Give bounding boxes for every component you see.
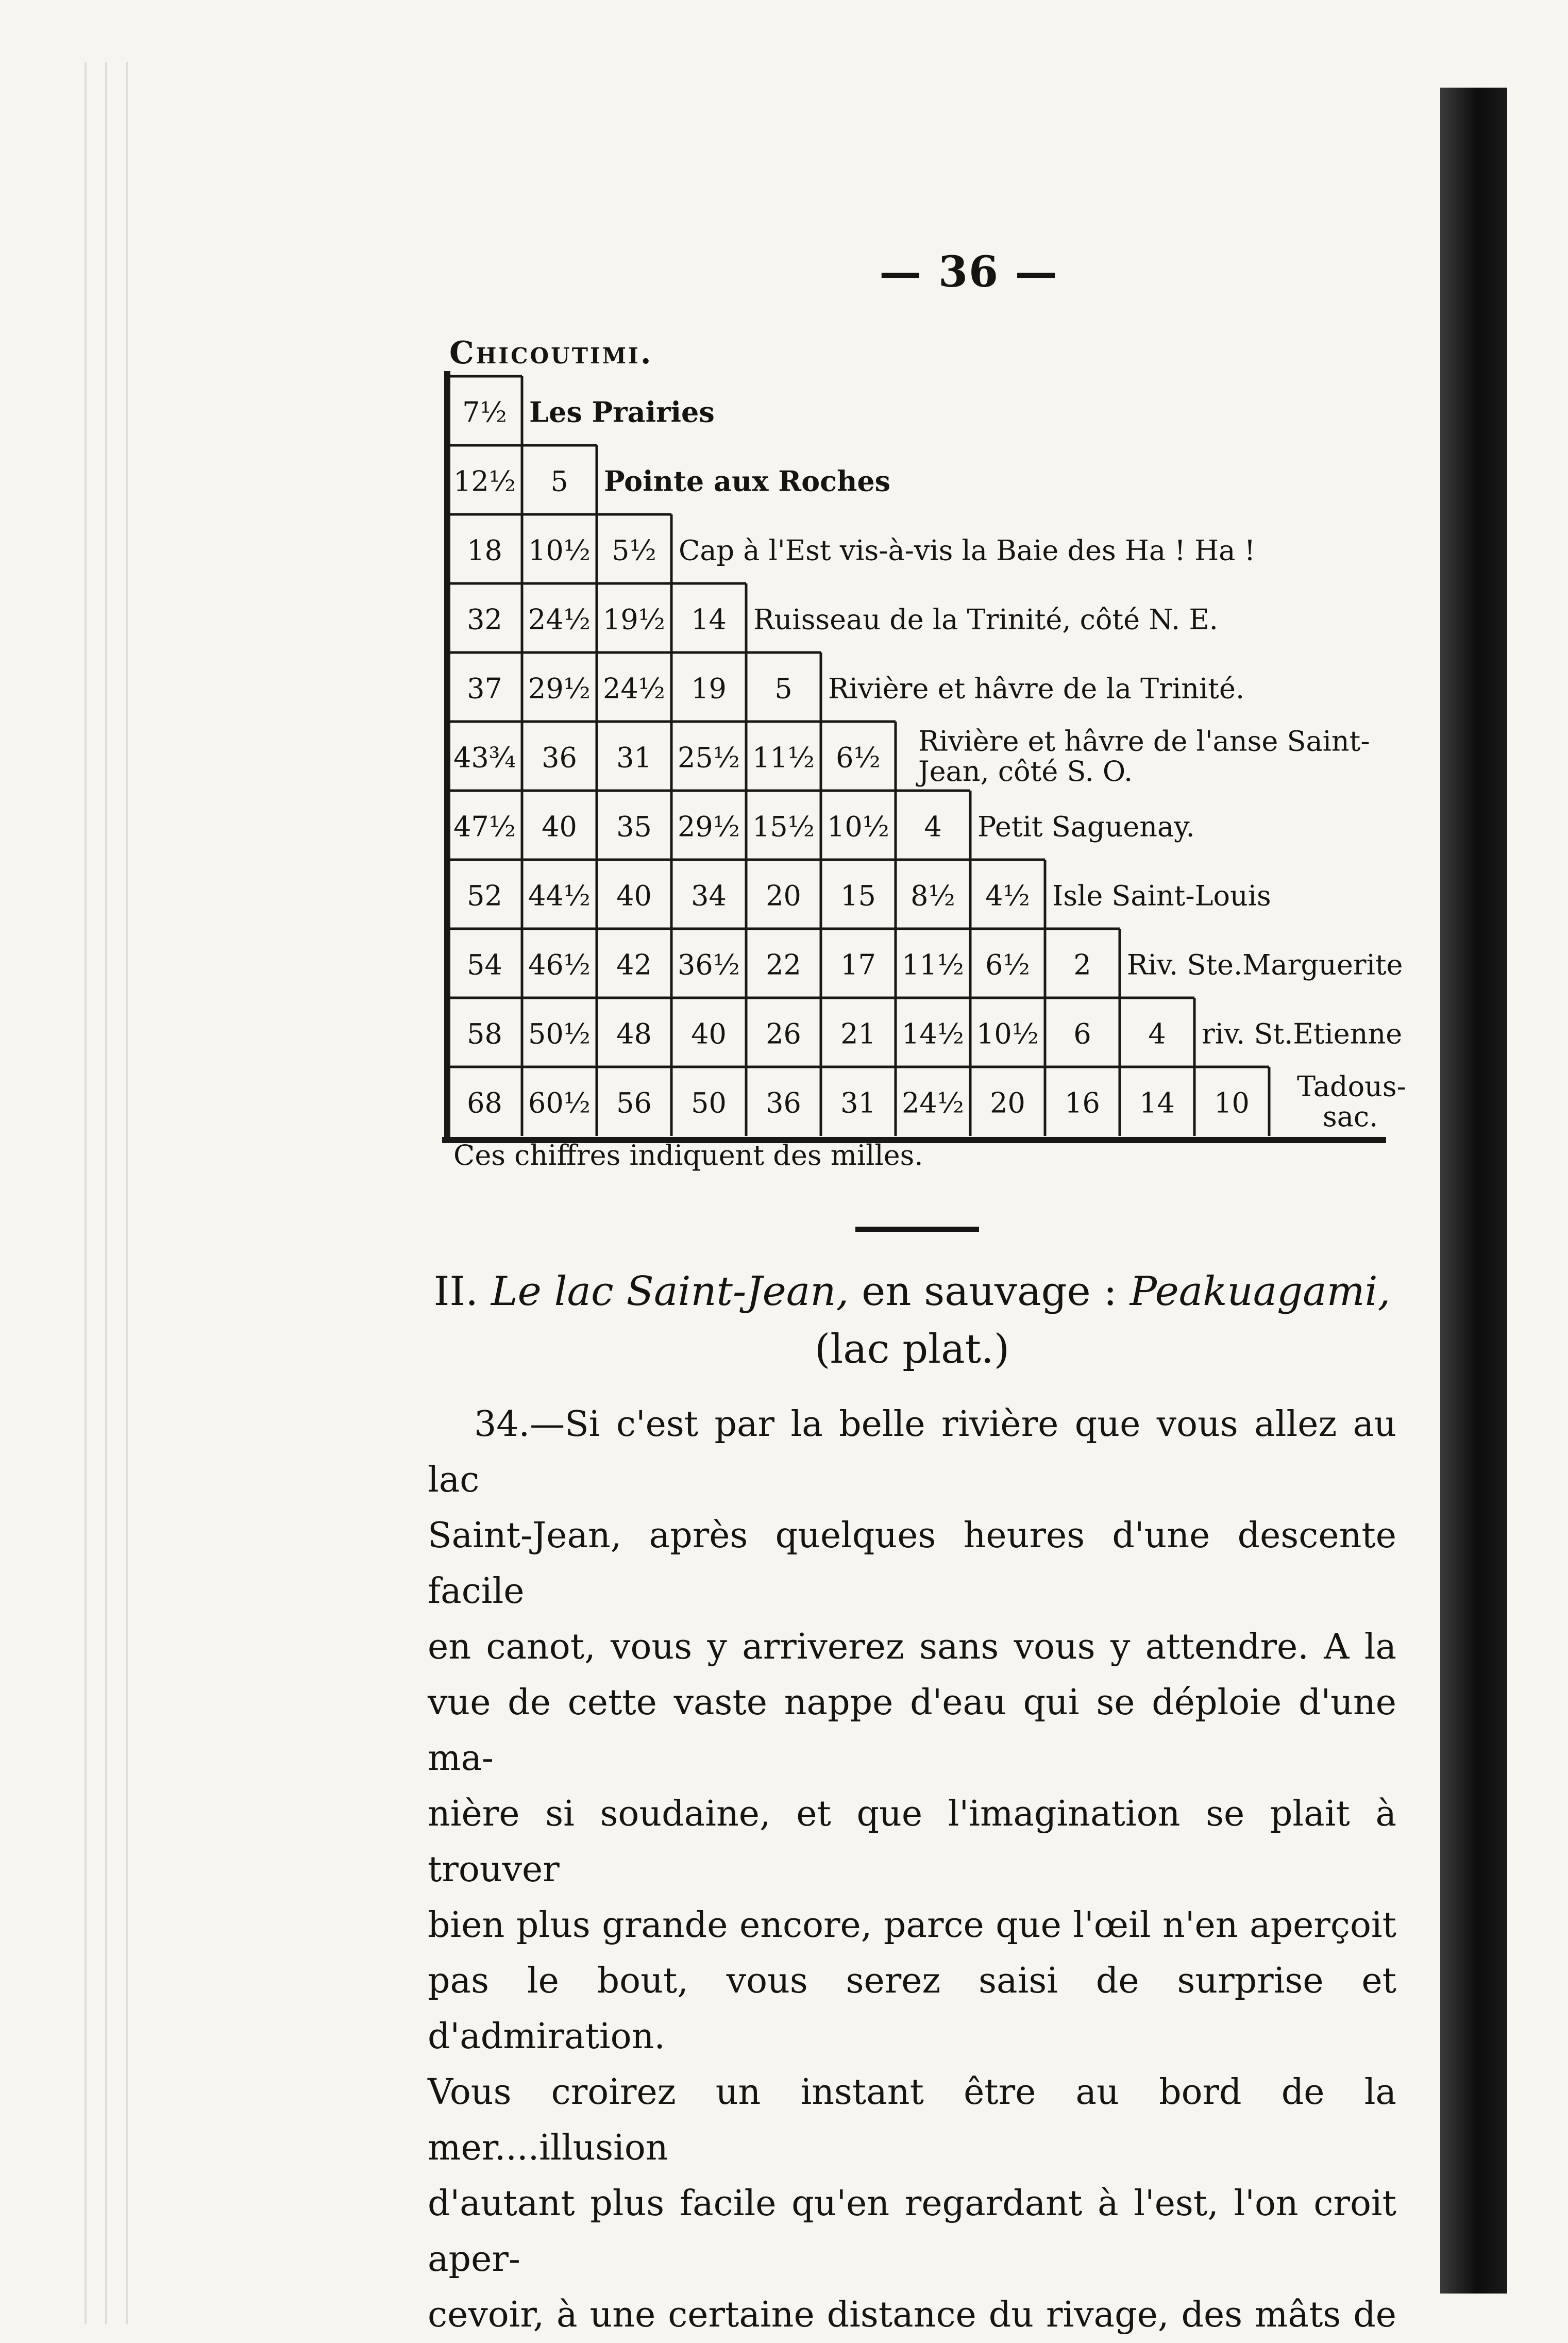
place-label: Ruisseau de la Trinité, côté N. E. xyxy=(753,603,1218,636)
place-label: Isle Saint-Louis xyxy=(1052,879,1271,912)
distance-cell: 50½ xyxy=(528,1017,591,1050)
distance-cell: 52 xyxy=(467,879,502,912)
distance-cell: 22 xyxy=(766,948,801,981)
distance-cell: 10½ xyxy=(976,1017,1039,1050)
distance-cell: 8½ xyxy=(911,879,955,912)
section-heading xyxy=(423,1263,1402,1378)
place-label: sac. xyxy=(1323,1100,1378,1133)
paragraph-line: bien plus grande encore, parce que l'œil n'en aperçoit xyxy=(428,1905,1396,1946)
distance-cell: 35 xyxy=(616,810,652,843)
page-number: — 36 — xyxy=(879,247,1058,297)
paragraph-line: 34.—Si c'est par la belle rivière que vous allez au lac xyxy=(428,1404,1396,1500)
distance-cell: 12½ xyxy=(453,465,516,498)
body-paragraph xyxy=(428,1397,1396,2343)
section-number: II. xyxy=(433,1268,479,1315)
section-title: Le lac Saint-Jean, xyxy=(491,1268,849,1315)
place-label: Petit Saguenay. xyxy=(977,810,1195,843)
distance-cell: 32 xyxy=(467,603,502,636)
distance-cell: 15 xyxy=(840,879,876,912)
distance-cell: 20 xyxy=(766,879,801,912)
distance-cell: 40 xyxy=(616,879,652,912)
distance-cell: 24½ xyxy=(901,1086,965,1119)
distance-cell: 14½ xyxy=(901,1017,965,1050)
place-label: Tadous- xyxy=(1297,1070,1406,1103)
distance-cell: 25½ xyxy=(677,741,740,774)
distance-cell: 6 xyxy=(1073,1017,1091,1050)
distance-table-title: Chicoutimi. xyxy=(449,335,653,371)
distance-cell: 11½ xyxy=(752,741,815,774)
place-label: Les Prairies xyxy=(529,395,715,429)
distance-cell: 10 xyxy=(1214,1086,1250,1119)
place-label: riv. St.Etienne xyxy=(1202,1017,1403,1050)
paragraph-line: nière si soudaine, et que l'imagination se plait à trouver xyxy=(428,1794,1396,1890)
table-caption: Ces chiffres indiquent des milles. xyxy=(453,1139,923,1172)
section-native-name: Peakuagami, xyxy=(1129,1268,1391,1315)
distance-cell: 54 xyxy=(467,948,502,981)
paragraph-line: en canot, vous y arriverez sans vous y attendre. A la xyxy=(428,1627,1396,1667)
distance-cell: 16 xyxy=(1065,1086,1100,1119)
distance-cell: 19 xyxy=(691,672,727,705)
place-label: Rivière et hâvre de l'anse Saint- xyxy=(918,725,1370,758)
distance-cell: 48 xyxy=(616,1017,652,1050)
distance-cell: 31 xyxy=(840,1086,876,1119)
distance-cell: 31 xyxy=(616,741,652,774)
paragraph-line: pas le bout, vous serez saisi de surprise et d'admiration. xyxy=(428,1961,1396,2057)
distance-cell: 14 xyxy=(691,603,727,636)
place-label: Pointe aux Roches xyxy=(604,464,891,498)
distance-cell: 20 xyxy=(990,1086,1025,1119)
distance-cell: 26 xyxy=(766,1017,801,1050)
distance-cell: 42 xyxy=(616,948,652,981)
distance-cell: 40 xyxy=(542,810,577,843)
paragraph-line: Saint-Jean, après quelques heures d'une descente facile xyxy=(428,1515,1396,1612)
distance-cell: 36 xyxy=(542,741,577,774)
distance-cell: 60½ xyxy=(528,1086,591,1119)
distance-cell: 50 xyxy=(691,1086,727,1119)
distance-cell: 10½ xyxy=(827,810,890,843)
paragraph-line: Vous croirez un instant être au bord de la mer....illusion xyxy=(428,2072,1396,2168)
distance-cell: 19½ xyxy=(602,603,666,636)
distance-cell: 17 xyxy=(840,948,876,981)
distance-cell: 29½ xyxy=(528,672,591,705)
distance-cell: 24½ xyxy=(602,672,666,705)
distance-cell: 4½ xyxy=(985,879,1030,912)
place-label: Cap à l'Est vis-à-vis la Baie des Ha ! Ha ! xyxy=(679,534,1256,567)
distance-cell: 34 xyxy=(691,879,727,912)
section-divider xyxy=(855,1227,979,1232)
distance-cell: 36 xyxy=(766,1086,801,1119)
distance-cell: 4 xyxy=(1148,1017,1166,1050)
distance-cell: 43¾ xyxy=(453,741,516,774)
distance-cell: 36½ xyxy=(677,948,740,981)
distance-cell: 37 xyxy=(467,672,502,705)
section-gloss: (lac plat.) xyxy=(814,1326,1010,1373)
distance-cell: 6½ xyxy=(985,948,1030,981)
distance-cell: 5 xyxy=(550,465,568,498)
distance-cell: 4 xyxy=(924,810,942,843)
distance-cell: 46½ xyxy=(528,948,591,981)
distance-cell: 68 xyxy=(467,1086,502,1119)
distance-cell: 15½ xyxy=(752,810,815,843)
paragraph-line: d'autant plus facile qu'en regardant à l'est, l'on croit aper- xyxy=(428,2183,1396,2280)
distance-cell: 14 xyxy=(1139,1086,1175,1119)
distance-cell: 58 xyxy=(467,1017,502,1050)
distance-cell: 21 xyxy=(840,1017,876,1050)
distance-cell: 40 xyxy=(691,1017,727,1050)
distance-cell: 6½ xyxy=(836,741,881,774)
distance-cell: 56 xyxy=(616,1086,652,1119)
place-label: Jean, côté S. O. xyxy=(918,755,1133,788)
distance-cell: 5½ xyxy=(612,534,656,567)
distance-cell: 47½ xyxy=(453,810,516,843)
distance-cell: 44½ xyxy=(528,879,591,912)
place-label: Riv. Ste.Marguerite xyxy=(1127,948,1403,981)
distance-cell: 29½ xyxy=(677,810,740,843)
paragraph-line: vue de cette vaste nappe d'eau qui se déploie d'une ma- xyxy=(428,1682,1396,1779)
paragraph-line: cevoir, à une certaine distance du rivage, des mâts de xyxy=(428,2295,1396,2335)
place-label: Rivière et hâvre de la Trinité. xyxy=(828,672,1245,705)
section-connector: en sauvage : xyxy=(862,1268,1117,1315)
distance-cell: 5 xyxy=(774,672,793,705)
distance-cell: 7½ xyxy=(462,396,507,429)
distance-cell: 2 xyxy=(1073,948,1091,981)
distance-cell: 24½ xyxy=(528,603,591,636)
distance-cell: 11½ xyxy=(901,948,965,981)
distance-cell: 18 xyxy=(467,534,502,567)
distance-cell: 10½ xyxy=(528,534,591,567)
